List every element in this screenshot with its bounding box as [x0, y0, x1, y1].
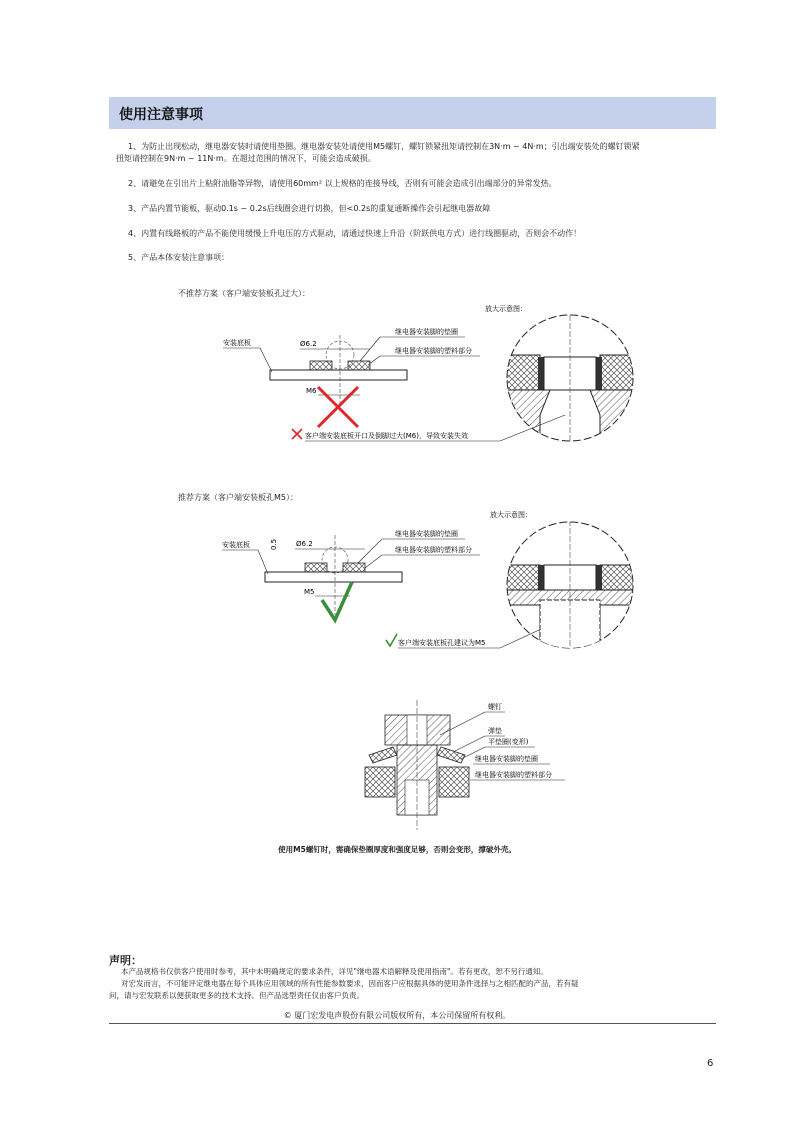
- note-4: 4、内置有线路板的产品不能使用缓慢上升电压的方式驱动，请通过快速上升沿（阶跃供电方式）进行线圈驱动，否则会不动作！: [128, 229, 582, 238]
- fig2-zoom-label: 放大示意图：: [490, 511, 532, 519]
- declaration-line1: 本产品规格书仅供客户使用时参考，其中未明确规定的要求条件，详见"继电器术语解释及使用指南"。若有更改，恕不另行通知。: [121, 967, 548, 976]
- fig2-base-plate: [265, 572, 402, 582]
- fig3-flat-label: 平垫圈(变形): [488, 738, 529, 746]
- fig3-caption: 使用M5螺钉时，需确保垫圈厚度和强度足够，否则会变形，撑破外壳。: [278, 845, 516, 854]
- note-1-line2: 扭矩请控制在9N·m ~ 11N·m。在超过范围的情况下，可能会造成破损。: [116, 154, 376, 163]
- fig2-base-label: 安装底板: [222, 541, 250, 549]
- declaration-line3: 问，请与宏发联系以便获取更多的技术支持。但产品选型责任仅由客户负责。: [109, 991, 364, 1000]
- fig3-spring-label: 弹垫: [488, 727, 502, 735]
- fig2-plastic-label: 继电器安装脚的塑料部分: [395, 546, 472, 554]
- note-1-line1: 1、为防止出现松动，继电器安装时请使用垫圈。继电器安装处请使用M5螺钉，螺钉锁紧扭矩请控制在3N·m ~ 4N·m；引出端安装处的螺钉锁紧: [128, 142, 640, 151]
- section-title: 使用注意事项: [119, 107, 203, 123]
- copyright: © 厦门宏发电声股份有限公司版权所有，本公司保留所有权利。: [283, 1011, 511, 1020]
- fig1-title: 不推荐方案（客户端安装板孔过大）：: [178, 289, 310, 298]
- section-header: [109, 97, 716, 129]
- footer-rule: [109, 1023, 716, 1024]
- fig2-advice: 客户端安装底板孔建议为M5: [398, 639, 486, 647]
- fig1-washer-label: 继电器安装脚的垫圈: [395, 328, 458, 336]
- fig1-zoom-label: 放大示意图：: [485, 305, 527, 313]
- fig1-plastic-label: 继电器安装脚的塑料部分: [395, 347, 472, 355]
- fig2-thick-label: 0.5: [270, 538, 278, 550]
- fig1-base-plate: [270, 370, 407, 380]
- declaration-title: 声明：: [109, 954, 142, 967]
- fig2-diagram: [200, 500, 660, 660]
- note-3: 3、产品内置节能板，驱动0.1s ~ 0.2s后线圈会进行切换，但<0.2s的重复通断操作会引起继电器故障: [128, 204, 491, 213]
- fig3-screw-label: 螺钉: [488, 703, 502, 711]
- fig1-warning: 客户端安装底板开口及倒脚过大(M6)，导致安装失效: [305, 432, 468, 440]
- fig2-dim-label: Ø6.2: [296, 540, 313, 548]
- fig1-diagram: [200, 295, 660, 455]
- fig2-washer-label: 继电器安装脚的垫圈: [395, 530, 458, 538]
- note-5: 5、产品本体安装注意事项：: [128, 253, 230, 262]
- declaration-line2: 对宏发而言，不可能评定继电器在每个具体应用领域的所有性能参数要求，因而客户应根据具体的使用条件选择与之相匹配的产品，若有疑: [121, 979, 579, 988]
- fig1-base-label: 安装底板: [223, 339, 251, 347]
- cross-icon: [318, 387, 358, 427]
- fig3-plastic-label: 继电器安装脚的塑料部分: [475, 771, 552, 779]
- fig3-diagram: [355, 695, 585, 835]
- page-number: 6: [707, 1058, 714, 1069]
- note-1: [116, 141, 718, 165]
- fig1-dim-label: Ø6.2: [300, 340, 317, 348]
- fig1-screw-label: M6: [306, 387, 317, 395]
- small-check-icon: [386, 634, 397, 646]
- note-2: 2、请避免在引出片上粘附油脂等异物，请使用60mm² 以上规格的连接导线，否则有可能会造成引出端部分的异常发热。: [128, 179, 557, 188]
- small-cross-icon: [292, 429, 302, 439]
- fig2-screw-label: M5: [304, 588, 315, 596]
- fig3-washer-label: 继电器安装脚的垫圈: [475, 755, 538, 763]
- check-icon: [322, 582, 352, 620]
- fig2-title: 推荐方案（客户端安装板孔M5）：: [178, 493, 298, 502]
